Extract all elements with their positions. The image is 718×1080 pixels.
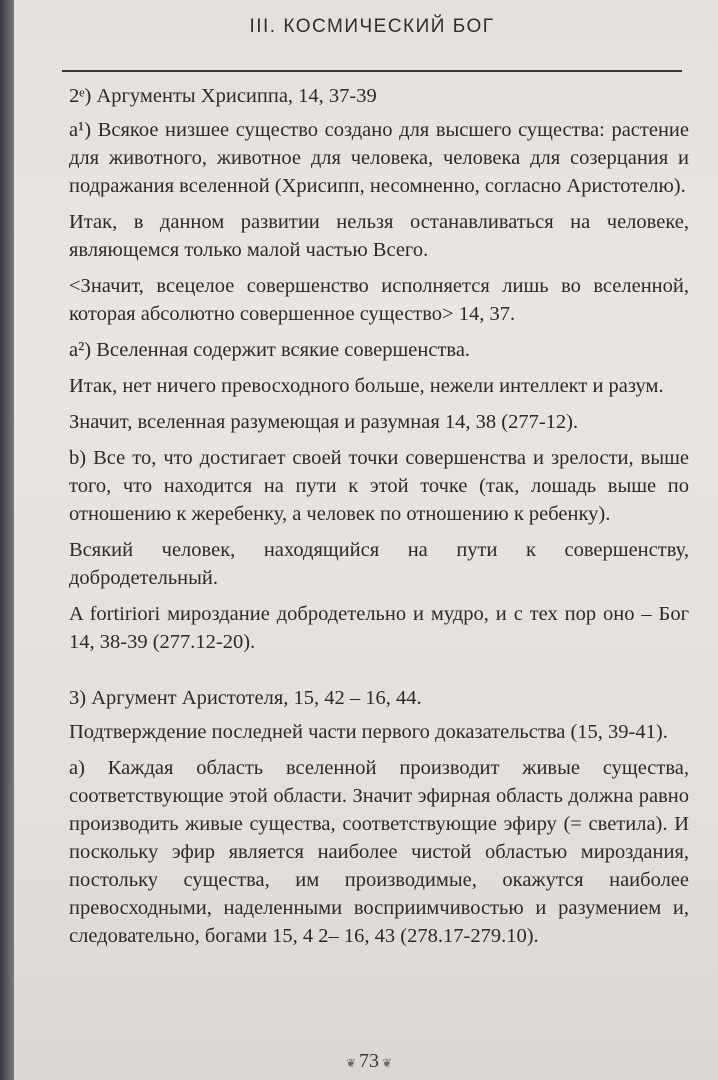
paragraph: a) Каждая область вселенной производит живые существа, соответствующие этой области. Значит эфирная область должна равно производить живые существа, соответствующие эфиру (= светила). И поскольку эфир является наиболее чистой областью мироздания, постольку существа, им производимые, окажутся наиболее превосходными, наделенными восприимчивостью и разумением и, следовательно, богами 15, 4 2– 16, 43 (278.17-279.10). [69,757,689,947]
ornament-left-icon: ❦ [345,1056,359,1070]
running-header: III. КОСМИЧЕСКИЙ БОГ [249,16,495,37]
paragraph: b) Все то, что достигает своей точки совершенства и зрелости, выше того, что находится на пути к этой точке (так, лошадь выше по отношению к жеребенку, а человек по отношению к ребенку). [69,447,689,525]
page-content [69,82,689,958]
page-number [304,1050,434,1073]
section-heading-aristotle: 3) Аргумент Аристотеля, 15, 42 – 16, 44. [69,687,422,709]
paragraph: Всякий человек, находящийся на пути к совершенству, добродетельный. [69,539,689,589]
paragraph: Итак, в данном развитии нельзя останавливаться на человеке, являющемся только малой частью Всего. [69,211,689,261]
paragraph: a¹) Всякое низшее существо создано для высшего существа: растение для животного, животное для человека, человека для созерцания и подражания вселенной (Хрисипп, несомненно, согласно Аристотелю). [69,119,689,197]
book-page [14,0,718,1080]
paragraph: <Значит, всецелое совершенство исполняется лишь во вселенной, которая абсолютно совершенное существо> 14, 37. [69,275,689,325]
section-heading-chrysippus: 2ᵉ) Аргументы Хрисиппа, 14, 37-39 [69,85,377,107]
paragraph: a²) Вселенная содержит всякие совершенства. [69,339,471,361]
paragraph: Итак, нет ничего превосходного больше, нежели интеллект и разум. [69,375,664,397]
page-number-text: 73 [359,1050,379,1072]
paragraph: Значит, вселенная разумеющая и разумная 14, 38 (277-12). [69,411,579,433]
ornament-right-icon: ❦ [379,1056,393,1070]
section-gap [69,664,689,684]
paragraph: A fortiriori мироздание добродетельно и мудро, и с тех пор оно – Бог 14, 38-39 (277.12-20). [69,603,689,653]
paragraph: Подтверждение последней части первого доказательства (15, 39-41). [69,721,668,743]
header-rule [62,70,682,72]
